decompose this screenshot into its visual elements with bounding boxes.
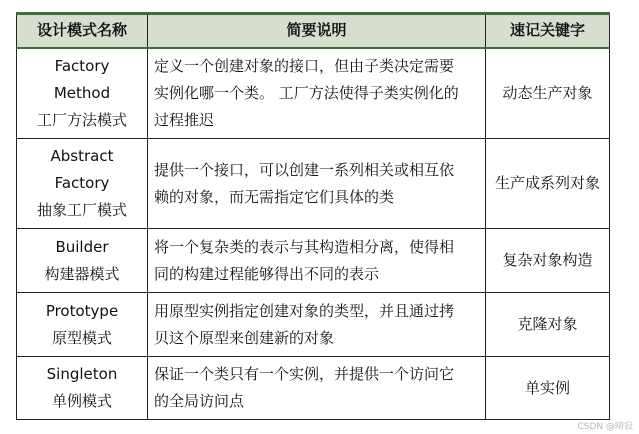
- pattern-keyword-cell: 动态生产对象: [486, 48, 610, 139]
- pattern-name-line: Builder: [55, 237, 109, 256]
- table-row: [17, 357, 610, 420]
- table-header-row: [17, 14, 610, 48]
- pattern-name-line: Factory: [54, 174, 110, 192]
- description-line: 贝这个原型来创建新的对象: [154, 328, 335, 347]
- table-row: [17, 48, 610, 139]
- pattern-name-line: 单例模式: [51, 392, 112, 410]
- pattern-description-cell: [148, 357, 486, 420]
- design-patterns-table-container: [16, 12, 609, 420]
- header-description: 简要说明: [148, 14, 486, 48]
- description-line: 同的构建过程能够得出不同的表示: [154, 264, 380, 283]
- description-line: 实例化哪一个类。 工厂方法使得子类实例化的: [154, 83, 459, 102]
- header-pattern-name: 设计模式名称: [17, 14, 148, 48]
- pattern-name-line: Abstract: [50, 147, 114, 165]
- pattern-keyword-cell: 克隆对象: [486, 293, 610, 357]
- description-line: 定义一个创建对象的接口，但由子类决定需要: [154, 56, 455, 75]
- table-row: [17, 229, 610, 293]
- description-line: 的全局访问点: [154, 392, 245, 410]
- pattern-name-line: Prototype: [45, 301, 119, 320]
- table-row: [17, 293, 610, 357]
- header-keyword: 速记关键字: [486, 14, 610, 48]
- pattern-keyword-cell: 复杂对象构造: [486, 229, 610, 293]
- pattern-name-cell: [17, 293, 148, 357]
- pattern-name-line: 抽象工厂模式: [36, 201, 127, 219]
- pattern-name-line: Method: [53, 83, 111, 102]
- description-line: 赖的对象，而无需指定它们具体的类: [154, 187, 395, 206]
- pattern-name-cell: [17, 357, 148, 420]
- description-line: 过程推迟: [154, 110, 215, 129]
- watermark-text: CSDN @晴寂: [577, 422, 633, 432]
- description-line: 提供一个接口，可以创建一系列相关或相互依: [154, 160, 455, 179]
- pattern-name-line: 工厂方法模式: [36, 110, 127, 129]
- table-row: [17, 139, 610, 229]
- description-line: 将一个复杂类的表示与其构造相分离，使得相: [154, 237, 455, 256]
- pattern-keyword-cell: 生产成系列对象: [486, 139, 610, 229]
- pattern-description-cell: [148, 229, 486, 293]
- design-patterns-table: [16, 12, 610, 420]
- description-line: 用原型实例指定创建对象的类型，并且通过拷: [154, 301, 455, 320]
- pattern-name-cell: [17, 48, 148, 139]
- pattern-name-line: 原型模式: [51, 328, 112, 347]
- pattern-name-line: Singleton: [46, 365, 118, 383]
- pattern-description-cell: [148, 139, 486, 229]
- pattern-description-cell: [148, 293, 486, 357]
- pattern-name-line: Factory: [54, 56, 110, 75]
- pattern-name-line: 构建器模式: [44, 264, 120, 283]
- pattern-name-cell: [17, 229, 148, 293]
- pattern-name-cell: [17, 139, 148, 229]
- pattern-description-cell: [148, 48, 486, 139]
- description-line: 保证一个类只有一个实例，并提供一个访问它: [154, 365, 455, 383]
- pattern-keyword-cell: 单实例: [486, 357, 610, 420]
